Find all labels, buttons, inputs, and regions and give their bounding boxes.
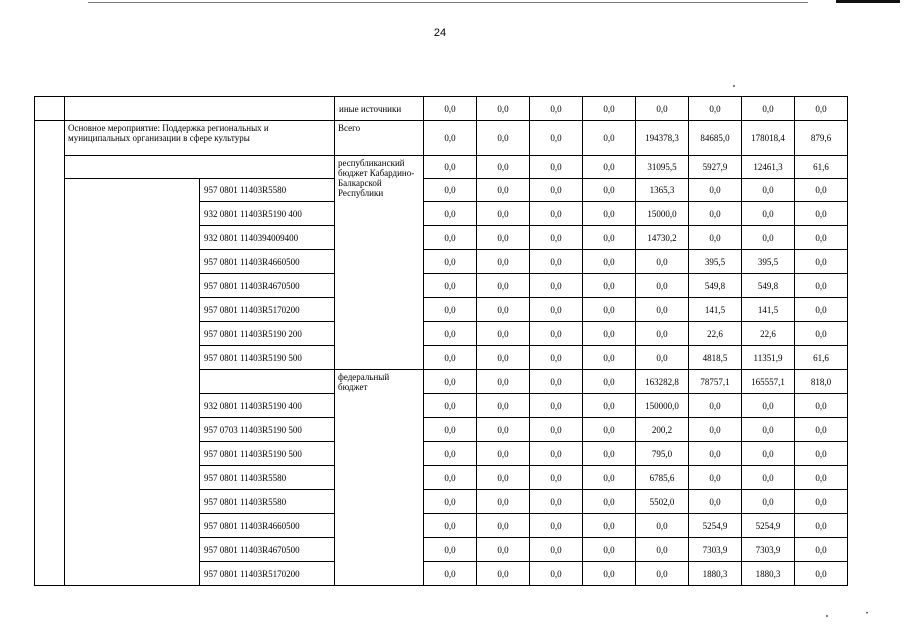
value-cell: 0,0 <box>689 490 742 514</box>
number-cell <box>35 121 65 586</box>
value-cell: 0,0 <box>530 346 583 370</box>
value-cell: 818,0 <box>795 370 848 394</box>
value-cell: 0,0 <box>477 346 530 370</box>
code-cell: 932 0801 1140394009400 <box>200 226 335 250</box>
value-cell: 795,0 <box>636 442 689 466</box>
value-cell: 0,0 <box>424 514 477 538</box>
value-cell: 0,0 <box>530 274 583 298</box>
value-cell: 61,6 <box>795 156 848 179</box>
table-row <box>35 121 848 156</box>
value-cell: 0,0 <box>795 97 848 121</box>
value-cell: 0,0 <box>530 202 583 226</box>
value-cell: 0,0 <box>742 442 795 466</box>
value-cell: 0,0 <box>477 394 530 418</box>
value-cell: 0,0 <box>583 322 636 346</box>
value-cell: 0,0 <box>530 418 583 442</box>
source-cell: республиканский бюджет Кабардино-Балкарской Республики <box>335 156 424 370</box>
value-cell: 0,0 <box>583 442 636 466</box>
value-cell: 0,0 <box>477 97 530 121</box>
value-cell: 0,0 <box>424 250 477 274</box>
value-cell: 5254,9 <box>689 514 742 538</box>
title-cell <box>65 97 335 121</box>
source-cell: иные источники <box>335 97 424 121</box>
value-cell: 141,5 <box>742 298 795 322</box>
value-cell: 0,0 <box>530 298 583 322</box>
value-cell: 0,0 <box>530 538 583 562</box>
subnumber-cell <box>65 179 200 586</box>
value-cell: 0,0 <box>583 156 636 179</box>
value-cell: 549,8 <box>689 274 742 298</box>
value-cell: 549,8 <box>742 274 795 298</box>
value-cell: 0,0 <box>424 298 477 322</box>
code-cell: 957 0801 11403R5170200 <box>200 298 335 322</box>
value-cell: 0,0 <box>689 466 742 490</box>
value-cell: 0,0 <box>689 202 742 226</box>
code-cell: 932 0801 11403R5190 400 <box>200 202 335 226</box>
value-cell: 0,0 <box>477 250 530 274</box>
value-cell: 0,0 <box>477 418 530 442</box>
value-cell: 0,0 <box>636 250 689 274</box>
code-cell: 932 0801 11403R5190 400 <box>200 394 335 418</box>
scan-top-line <box>88 2 808 3</box>
value-cell: 0,0 <box>424 121 477 156</box>
value-cell: 0,0 <box>636 274 689 298</box>
value-cell: 0,0 <box>424 179 477 202</box>
value-cell: 0,0 <box>583 514 636 538</box>
value-cell: 0,0 <box>742 97 795 121</box>
value-cell: 0,0 <box>689 394 742 418</box>
page-number: 24 <box>433 27 447 39</box>
value-cell: 0,0 <box>583 121 636 156</box>
code-cell: 957 0801 11403R4660500 <box>200 250 335 274</box>
value-cell: 7303,9 <box>689 538 742 562</box>
scan-dot <box>733 85 735 87</box>
value-cell: 0,0 <box>424 538 477 562</box>
value-cell: 0,0 <box>795 250 848 274</box>
value-cell: 0,0 <box>424 466 477 490</box>
value-cell: 0,0 <box>530 442 583 466</box>
value-cell: 0,0 <box>477 156 530 179</box>
table-row <box>35 179 848 202</box>
code-cell: 957 0801 11403R5190 500 <box>200 346 335 370</box>
value-cell: 5254,9 <box>742 514 795 538</box>
value-cell: 0,0 <box>530 466 583 490</box>
value-cell: 0,0 <box>530 179 583 202</box>
value-cell: 0,0 <box>530 156 583 179</box>
value-cell: 0,0 <box>583 226 636 250</box>
value-cell: 0,0 <box>742 226 795 250</box>
value-cell: 0,0 <box>795 202 848 226</box>
value-cell: 6785,6 <box>636 466 689 490</box>
value-cell: 0,0 <box>530 121 583 156</box>
value-cell: 31095,5 <box>636 156 689 179</box>
value-cell: 0,0 <box>583 466 636 490</box>
value-cell: 15000,0 <box>636 202 689 226</box>
value-cell: 7303,9 <box>742 538 795 562</box>
scan-dot <box>826 615 828 617</box>
value-cell: 0,0 <box>583 202 636 226</box>
source-cell: Всего <box>335 121 424 156</box>
code-cell: 957 0703 11403R5190 500 <box>200 418 335 442</box>
value-cell: 0,0 <box>477 490 530 514</box>
value-cell: 0,0 <box>689 418 742 442</box>
value-cell: 0,0 <box>530 250 583 274</box>
code-cell: 957 0801 11403R5190 200 <box>200 322 335 346</box>
table-row <box>35 97 848 121</box>
value-cell: 0,0 <box>795 490 848 514</box>
value-cell: 879,6 <box>795 121 848 156</box>
value-cell: 0,0 <box>636 514 689 538</box>
value-cell: 0,0 <box>583 562 636 586</box>
value-cell: 0,0 <box>795 538 848 562</box>
value-cell: 0,0 <box>424 394 477 418</box>
value-cell: 0,0 <box>795 274 848 298</box>
value-cell: 0,0 <box>424 562 477 586</box>
value-cell: 0,0 <box>424 418 477 442</box>
value-cell: 0,0 <box>583 298 636 322</box>
value-cell: 0,0 <box>424 156 477 179</box>
value-cell: 0,0 <box>477 442 530 466</box>
code-cell: 957 0801 11403R4670500 <box>200 538 335 562</box>
value-cell: 0,0 <box>477 370 530 394</box>
value-cell: 0,0 <box>583 490 636 514</box>
value-cell: 0,0 <box>530 226 583 250</box>
value-cell: 0,0 <box>530 514 583 538</box>
value-cell: 0,0 <box>689 97 742 121</box>
value-cell: 0,0 <box>477 202 530 226</box>
code-cell: 957 0801 11403R5580 <box>200 466 335 490</box>
value-cell: 0,0 <box>583 538 636 562</box>
value-cell: 0,0 <box>424 346 477 370</box>
source-cell: федеральный бюджет <box>335 370 424 586</box>
value-cell: 163282,8 <box>636 370 689 394</box>
value-cell: 0,0 <box>636 346 689 370</box>
value-cell: 194378,3 <box>636 121 689 156</box>
value-cell: 4818,5 <box>689 346 742 370</box>
value-cell: 0,0 <box>795 442 848 466</box>
value-cell: 78757,1 <box>689 370 742 394</box>
value-cell: 1365,3 <box>636 179 689 202</box>
value-cell: 395,5 <box>742 250 795 274</box>
scan-corner-mark: • <box>866 611 869 617</box>
value-cell: 0,0 <box>742 418 795 442</box>
value-cell: 5502,0 <box>636 490 689 514</box>
value-cell: 0,0 <box>795 179 848 202</box>
value-cell: 0,0 <box>742 394 795 418</box>
value-cell: 0,0 <box>477 514 530 538</box>
value-cell: 0,0 <box>477 466 530 490</box>
value-cell: 0,0 <box>424 202 477 226</box>
value-cell: 0,0 <box>424 226 477 250</box>
value-cell: 0,0 <box>477 562 530 586</box>
code-cell <box>65 156 335 179</box>
value-cell: 0,0 <box>477 322 530 346</box>
value-cell: 0,0 <box>583 370 636 394</box>
scan-top-mark <box>836 0 900 3</box>
value-cell: 0,0 <box>424 490 477 514</box>
table-row <box>35 156 848 179</box>
value-cell: 11351,9 <box>742 346 795 370</box>
value-cell: 0,0 <box>530 562 583 586</box>
value-cell: 178018,4 <box>742 121 795 156</box>
code-cell: 957 0801 11403R4670500 <box>200 274 335 298</box>
value-cell: 0,0 <box>795 418 848 442</box>
value-cell: 0,0 <box>742 179 795 202</box>
code-cell <box>200 370 335 394</box>
value-cell: 0,0 <box>424 274 477 298</box>
value-cell: 165557,1 <box>742 370 795 394</box>
code-cell: 957 0801 11403R5170200 <box>200 562 335 586</box>
value-cell: 0,0 <box>424 97 477 121</box>
code-cell: 957 0801 11403R5580 <box>200 179 335 202</box>
value-cell: 0,0 <box>477 226 530 250</box>
value-cell: 0,0 <box>742 202 795 226</box>
value-cell: 12461,3 <box>742 156 795 179</box>
value-cell: 0,0 <box>530 322 583 346</box>
value-cell: 61,6 <box>795 346 848 370</box>
value-cell: 0,0 <box>795 226 848 250</box>
value-cell: 0,0 <box>477 121 530 156</box>
value-cell: 0,0 <box>583 250 636 274</box>
number-cell <box>35 97 65 121</box>
value-cell: 0,0 <box>424 322 477 346</box>
value-cell: 1880,3 <box>689 562 742 586</box>
value-cell: 5927,9 <box>689 156 742 179</box>
value-cell: 0,0 <box>636 97 689 121</box>
value-cell: 141,5 <box>689 298 742 322</box>
value-cell: 0,0 <box>583 418 636 442</box>
value-cell: 1880,3 <box>742 562 795 586</box>
value-cell: 0,0 <box>795 562 848 586</box>
value-cell: 0,0 <box>742 490 795 514</box>
code-cell: 957 0801 11403R4660500 <box>200 514 335 538</box>
value-cell: 0,0 <box>477 538 530 562</box>
event-title-cell: Основное мероприятие: Поддержка региональных и муниципальных организации в сфере культуры <box>65 121 335 156</box>
value-cell: 0,0 <box>477 179 530 202</box>
value-cell: 0,0 <box>424 442 477 466</box>
value-cell: 0,0 <box>530 97 583 121</box>
value-cell: 0,0 <box>795 298 848 322</box>
value-cell: 0,0 <box>795 466 848 490</box>
value-cell: 150000,0 <box>636 394 689 418</box>
value-cell: 14730,2 <box>636 226 689 250</box>
value-cell: 0,0 <box>583 274 636 298</box>
value-cell: 0,0 <box>795 514 848 538</box>
value-cell: 0,0 <box>636 298 689 322</box>
value-cell: 0,0 <box>583 97 636 121</box>
code-cell: 957 0801 11403R5580 <box>200 490 335 514</box>
value-cell: 0,0 <box>636 562 689 586</box>
budget-table <box>34 96 848 586</box>
value-cell: 0,0 <box>424 370 477 394</box>
value-cell: 22,6 <box>742 322 795 346</box>
value-cell: 0,0 <box>795 322 848 346</box>
value-cell: 0,0 <box>477 298 530 322</box>
value-cell: 0,0 <box>477 274 530 298</box>
budget-table-body <box>35 97 848 586</box>
value-cell: 0,0 <box>636 322 689 346</box>
value-cell: 0,0 <box>795 394 848 418</box>
value-cell: 0,0 <box>530 394 583 418</box>
value-cell: 200,2 <box>636 418 689 442</box>
value-cell: 22,6 <box>689 322 742 346</box>
value-cell: 0,0 <box>583 179 636 202</box>
value-cell: 395,5 <box>689 250 742 274</box>
value-cell: 0,0 <box>530 490 583 514</box>
value-cell: 0,0 <box>530 370 583 394</box>
value-cell: 0,0 <box>583 394 636 418</box>
value-cell: 0,0 <box>742 466 795 490</box>
value-cell: 84685,0 <box>689 121 742 156</box>
value-cell: 0,0 <box>583 346 636 370</box>
value-cell: 0,0 <box>636 538 689 562</box>
value-cell: 0,0 <box>689 226 742 250</box>
value-cell: 0,0 <box>689 179 742 202</box>
value-cell: 0,0 <box>689 442 742 466</box>
code-cell: 957 0801 11403R5190 500 <box>200 442 335 466</box>
